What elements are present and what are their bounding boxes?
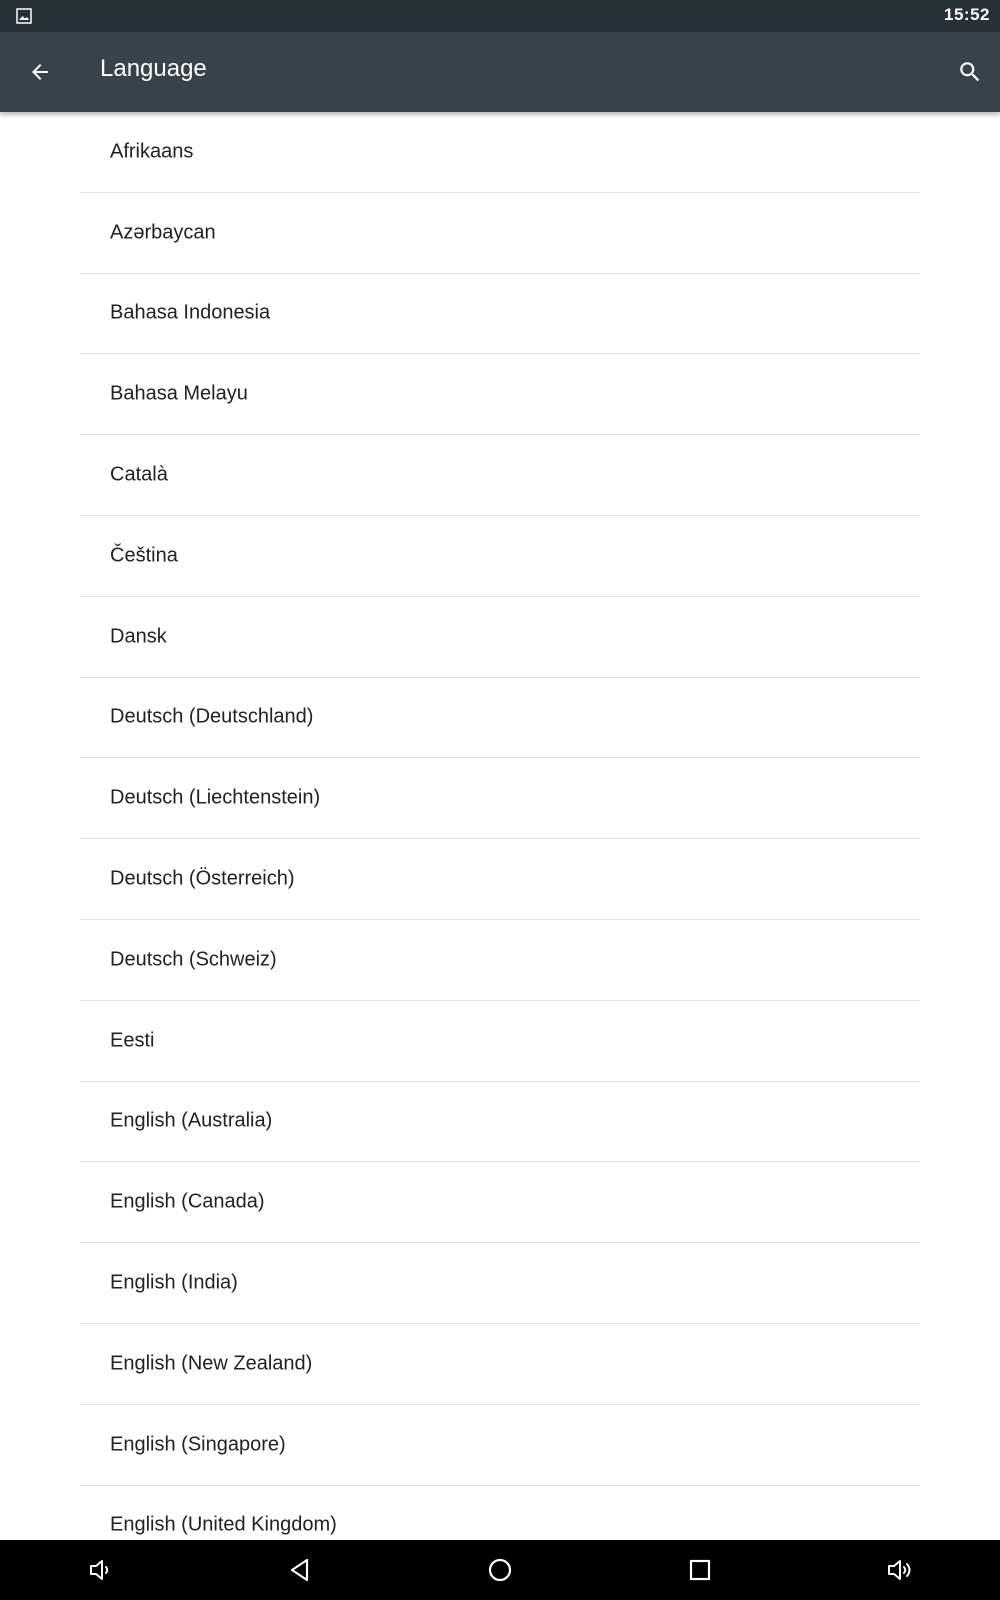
language-item[interactable]: [80, 597, 920, 678]
volume-down-button[interactable]: [70, 1540, 130, 1600]
language-item-label: Deutsch (Deutschland): [110, 705, 314, 728]
home-circle-icon: [485, 1555, 515, 1585]
language-item[interactable]: [80, 678, 920, 759]
language-item-label: English (India): [110, 1271, 238, 1294]
navigation-bar: [0, 1540, 1000, 1600]
language-item[interactable]: [80, 274, 920, 355]
language-item[interactable]: [80, 920, 920, 1001]
volume-down-icon: [85, 1555, 115, 1585]
language-item-label: Afrikaans: [110, 140, 194, 163]
language-item-label: English (Singapore): [110, 1433, 286, 1456]
language-list[interactable]: [0, 112, 1000, 1540]
volume-up-button[interactable]: [870, 1540, 930, 1600]
status-bar: [0, 0, 1000, 32]
language-item[interactable]: [80, 1405, 920, 1486]
app-bar: [0, 32, 1000, 112]
back-triangle-icon: [285, 1555, 315, 1585]
language-item[interactable]: [80, 1486, 920, 1540]
clock: 15:52: [944, 5, 990, 24]
language-item-label: Dansk: [110, 625, 167, 648]
page-title: Language: [100, 55, 207, 82]
language-item[interactable]: [80, 516, 920, 597]
language-item[interactable]: [80, 435, 920, 516]
language-item[interactable]: [80, 1324, 920, 1405]
arrow-back-icon: [28, 60, 52, 84]
back-button[interactable]: [20, 52, 60, 92]
image-icon: [16, 8, 32, 24]
language-item-label: Bahasa Melayu: [110, 382, 248, 405]
nav-recents-button[interactable]: [670, 1540, 730, 1600]
search-button[interactable]: [950, 52, 990, 92]
recents-square-icon: [685, 1555, 715, 1585]
language-item-label: English (Australia): [110, 1109, 273, 1132]
language-item[interactable]: [80, 112, 920, 193]
language-item[interactable]: [80, 354, 920, 435]
volume-up-icon: [885, 1555, 915, 1585]
language-item-label: English (New Zealand): [110, 1352, 313, 1375]
language-item[interactable]: [80, 1243, 920, 1324]
language-item[interactable]: [80, 1001, 920, 1082]
language-item-label: Deutsch (Liechtenstein): [110, 786, 321, 809]
language-item[interactable]: [80, 193, 920, 274]
nav-back-button[interactable]: [270, 1540, 330, 1600]
language-item-label: Català: [110, 463, 168, 486]
language-item[interactable]: [80, 758, 920, 839]
language-item[interactable]: [80, 1082, 920, 1163]
search-icon: [957, 59, 983, 85]
language-item-label: Azərbaycan: [110, 221, 216, 244]
nav-home-button[interactable]: [470, 1540, 530, 1600]
language-item[interactable]: [80, 839, 920, 920]
language-item-label: English (United Kingdom): [110, 1513, 337, 1536]
language-item-label: Čeština: [110, 544, 178, 567]
language-item-label: English (Canada): [110, 1190, 265, 1213]
language-item-label: Eesti: [110, 1029, 155, 1052]
language-item[interactable]: [80, 1162, 920, 1243]
language-item-label: Deutsch (Schweiz): [110, 948, 277, 971]
language-item-label: Bahasa Indonesia: [110, 301, 271, 324]
language-item-label: Deutsch (Österreich): [110, 867, 295, 890]
